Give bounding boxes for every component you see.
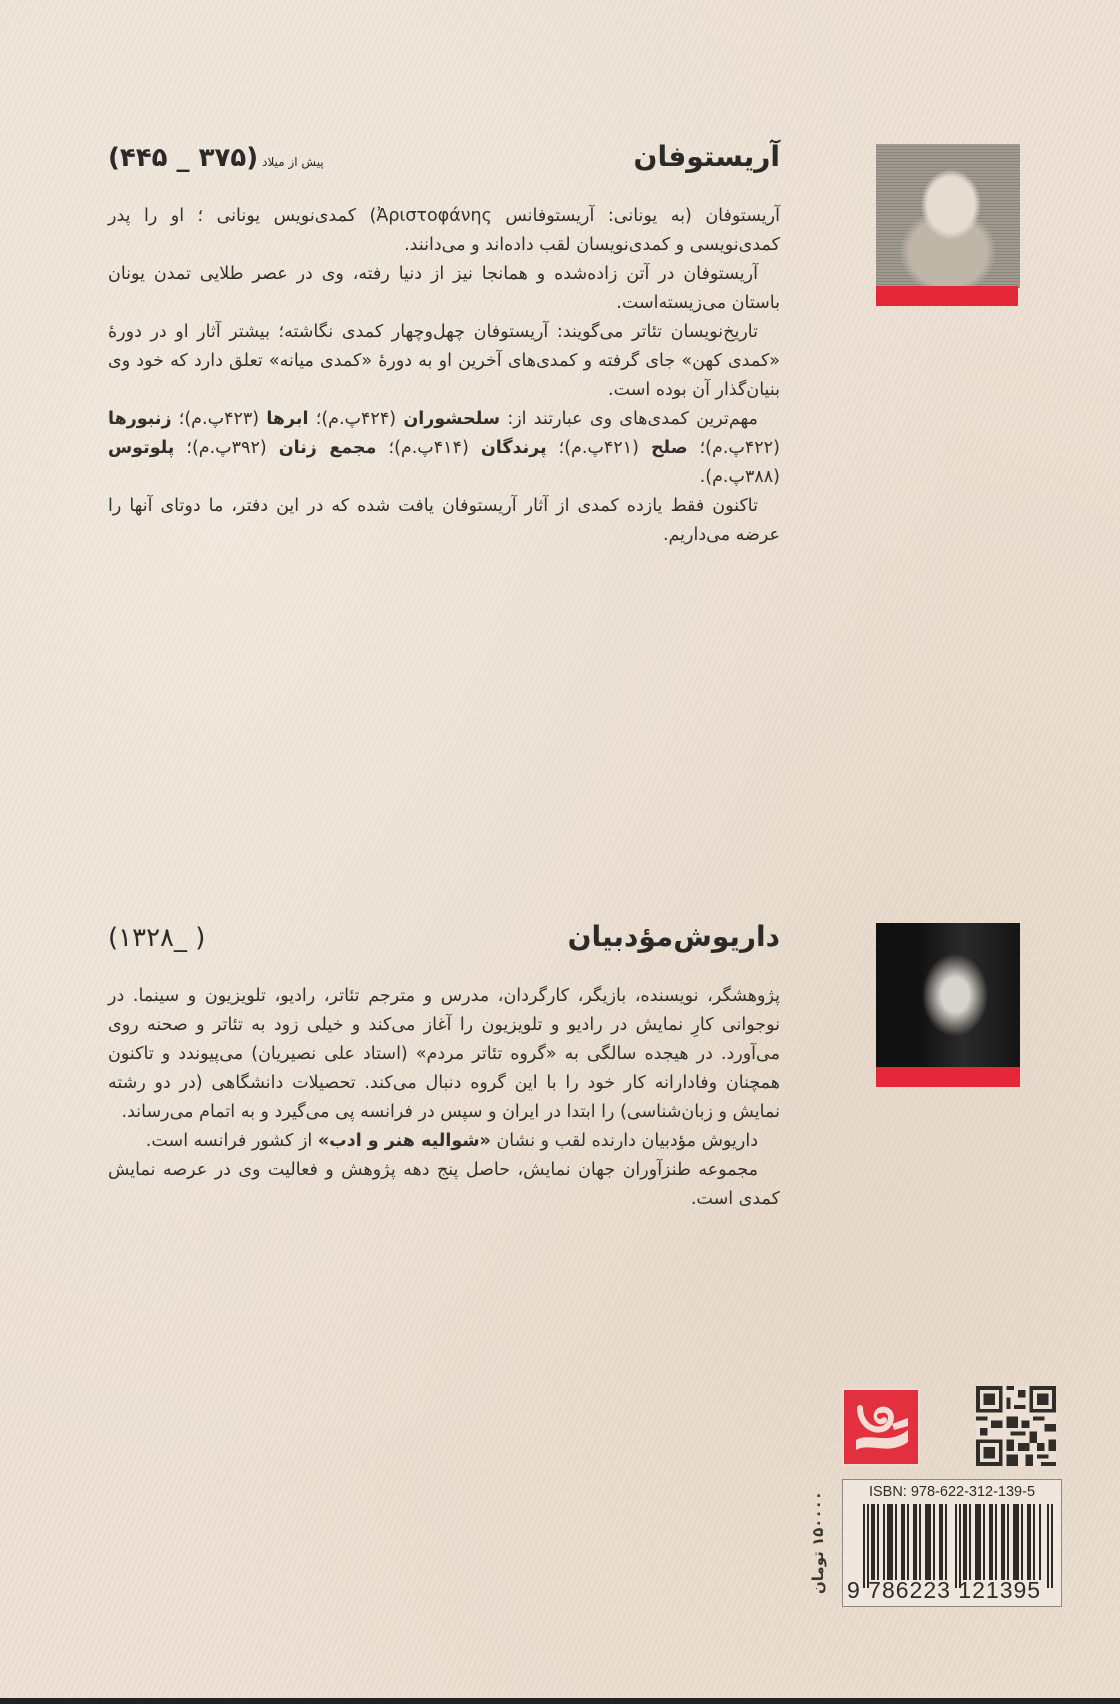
isbn-label: ISBN: 978-622-312-139-5 [868,1484,1036,1500]
publisher-logo-icon [850,1396,912,1458]
work-title: صلح [650,438,688,458]
bio-text [108,982,780,1214]
work-title: زنبورها [108,409,172,429]
award-name: «شوالیه هنر و ادب» [317,1131,491,1151]
red-accent-bar [876,1067,1020,1087]
bio-paragraph: آریستوفان (به یونانی: آریستوفانس Ἀριστοφάνης) کمدی‌نویس یونانی ؛ او را پدر کمدی‌نویسی و کمدی‌نویسان لقب داده‌اند و می‌دانند. [108,206,780,255]
work-title: پلوتوس [108,438,175,458]
publisher-logo [842,1388,920,1466]
author-dates [108,923,205,953]
author-name: داریوش‌مؤدبیان [567,920,780,953]
work-title: ابرها [266,409,309,429]
date-range: (۴۴۵ _ ۳۷۵) [108,143,259,173]
bio-paragraph: مجموعه طنزآوران جهان نمایش، حاصل پنج دهه پژوهش و فعالیت وی در عرصه نمایش کمدی است. [108,1160,780,1209]
bio-paragraph: پژوهشگر، نویسنده، بازیگر، کارگردان، مدرس و مترجم تئاتر، رادیو، تلویزیون و سینما. در نوجوانی کارِ نمایش در رادیو و تلویزیون را آغاز می‌کند و خیلی زود به تئاتر و صحنه روی می‌آورد. در هیجده سالگی به «گروه تئاتر مردم» (استاد علی نصیریان) می‌پیوندد و تاکنون همچنان وفادارانه کار خود را با این گروه دنبال می‌کند. تحصیلات دانشگاهی (در دو رشته نمایش و زبان‌شناسی) را ابتدا در ایران و سپس در فرانسه پی می‌گیرد و به اتمام می‌رساند. [108,986,780,1122]
author-dates [108,143,324,173]
barcode-digits: 9 786223 121395 [847,1577,1042,1603]
cover-bottom-edge [0,1698,1120,1704]
price-label: ۱۵۰۰۰۰ تومان [809,1491,827,1595]
work-title: سلحشوران [403,409,501,429]
work-title: پرندگان [480,438,547,458]
bio-paragraph: آریستوفان در آتن زاده‌شده و همانجا نیز از دنیا رفته، وی در عصر طلایی تمدن یونان باستان می‌زیسته‌است. [108,264,780,313]
qr-code [976,1386,1056,1466]
author-bio-aristophanes [108,140,780,620]
era-label: پیش از میلاد [262,155,324,169]
portrait-aristophanes [876,144,1020,288]
bio-paragraph: تاریخ‌نویسان تئاتر می‌گویند: آریستوفان چهل‌وچهار کمدی نگاشته؛ بیشتر آثار او در دورهٔ «کمدی کهن» جای گرفته و کمدی‌های آخرین او به دورهٔ «کمدی میانه» تعلق دارد که خود وی بنیان‌گذار آن بوده است. [108,322,780,400]
award-paragraph: داریوش مؤدبیان دارنده لقب و نشان «شوالیه هنر و ادب» از کشور فرانسه است. [145,1131,758,1151]
works-list: مهم‌ترین کمدی‌های وی عبارتند از: سلحشوران (۴۲۴پ.م)؛ ابرها (۴۲۳پ.م)؛ زنبورها (۴۲۲پ.م)؛ صلح (۴۲۱پ.م)؛ پرندگان (۴۱۴پ.م)؛ مجمع زنان (۳۹۲پ.م)؛ پلوتوس (۳۸۸پ.م). [108,409,780,487]
barcode-bars [863,1504,1053,1588]
bio-text [108,202,780,550]
bio-paragraph: تاکنون فقط یازده کمدی از آثار آریستوفان یافت شده که در این دفتر، ما دوتای آنها را عرضه می‌داریم. [108,496,780,545]
isbn-barcode [842,1479,1062,1607]
portrait-dariush-moaddabian [876,923,1020,1067]
author-name: آریستوفان [633,140,780,173]
date-range: (۱۳۲۸_ ) [108,923,206,953]
author-bio-moaddabian [108,920,780,1320]
red-accent-bar [876,286,1018,306]
work-title: مجمع زنان [278,438,377,458]
